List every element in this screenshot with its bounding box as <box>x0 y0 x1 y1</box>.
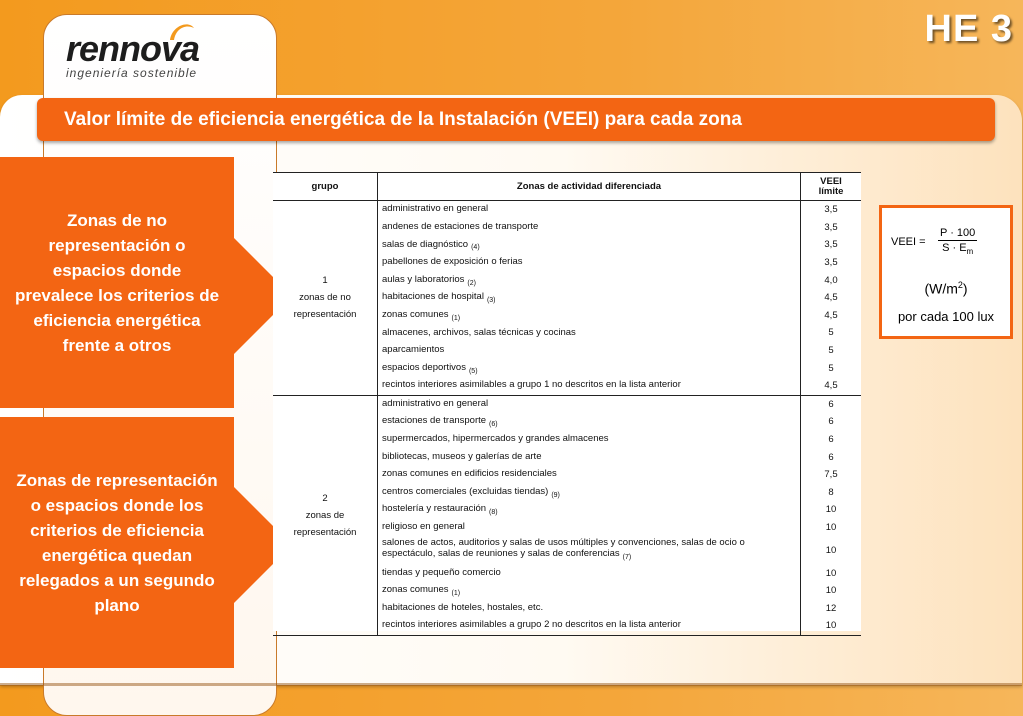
brand-tagline: ingeniería sostenible <box>66 66 198 80</box>
group-label: 2 zonas de representación <box>273 395 378 635</box>
zone-note: (8) <box>489 509 498 517</box>
header-zone: Zonas de actividad diferenciada <box>378 173 801 201</box>
logo-swirl-icon <box>166 18 198 50</box>
veei-value: 4,5 <box>824 292 838 304</box>
zone-cell: religioso en general <box>378 519 801 537</box>
veei-value: 5 <box>828 345 834 357</box>
veei-value: 6 <box>828 416 834 428</box>
veei-formula <box>879 205 1013 339</box>
veei-value: 10 <box>825 544 837 556</box>
veei-value: 10 <box>825 567 837 579</box>
zone-cell: zonas comunes $_{(1)}$ <box>378 582 801 600</box>
footer-divider <box>0 683 1022 686</box>
formula-numerator: P · 100 <box>940 227 976 239</box>
zone-note: (7) <box>622 554 632 562</box>
formula-unit: $(W/m^2)$ <box>924 280 968 297</box>
zone-cell: supermercados, hipermercados y grandes almacenes <box>378 431 801 449</box>
zone-cell: recintos interiores asimilables a grupo 1 no descritos en la lista anterior <box>378 377 801 395</box>
veei-table <box>273 172 861 631</box>
zone-cell: aparcamientos <box>378 342 801 360</box>
group2-description: Zonas de representación o espacios donde los criterios de eficiencia energética quedan relegados a un segundo plano <box>0 417 234 668</box>
zone-cell: aulas y laboratorios $_{(2)}$ <box>378 271 801 289</box>
formula-lhs: VEEI = <box>891 236 926 248</box>
zone-cell: zonas comunes $_{(1)}$ <box>378 307 801 325</box>
veei-value: 6 <box>828 451 834 463</box>
slide-code: HE 3 <box>924 8 1013 50</box>
zone-cell: salas de diagnóstico $_{(4)}$ <box>378 236 801 254</box>
zone-cell: andenes de estaciones de transporte <box>378 219 801 237</box>
veei-value: 7,5 <box>824 469 838 481</box>
zone-note: (2) <box>467 279 476 287</box>
zone-note: (1) <box>451 590 461 598</box>
veei-value: 3,5 <box>824 221 838 233</box>
veei-value: 6 <box>828 434 834 446</box>
veei-value: 5 <box>828 327 834 339</box>
veei-value: 8 <box>828 486 834 498</box>
zone-note: (5) <box>468 367 478 375</box>
veei-value: 3,5 <box>824 204 838 216</box>
zone-note: (4) <box>471 244 480 252</box>
zone-cell: estaciones de transporte $_{(6)}$ <box>378 413 801 431</box>
zone-cell: administrativo en general <box>378 395 801 413</box>
zone-cell: administrativo en general <box>378 201 801 219</box>
veei-value: 4,5 <box>824 309 838 321</box>
veei-value: 3,5 <box>824 257 838 269</box>
zone-cell: espacios deportivos $_{(5)}$ <box>378 359 801 377</box>
veei-value: 12 <box>825 602 837 614</box>
veei-value: 4,0 <box>824 274 838 286</box>
veei-value: 4,5 <box>801 377 862 395</box>
formula-fraction <box>938 227 977 256</box>
zone-cell: tiendas y pequeño comercio <box>378 564 801 582</box>
zone-note: (3) <box>486 297 496 305</box>
table-row <box>273 201 861 219</box>
zone-cell: habitaciones de hospital $_{(3)}$ <box>378 289 801 307</box>
zone-cell: pabellones de exposición o ferias <box>378 254 801 272</box>
page-title: Valor límite de eficiencia energética de la Instalación (VEEI) para cada zona <box>37 98 995 141</box>
formula-note: por cada 100 lux <box>897 309 995 324</box>
header-group: grupo <box>273 173 378 201</box>
zone-note: (9) <box>551 491 560 499</box>
veei-value: 5 <box>828 362 834 374</box>
brand-logo: rennova <box>66 28 200 69</box>
veei-value: 3,5 <box>824 239 838 251</box>
zone-note: (6) <box>489 421 498 429</box>
zone-cell: zonas comunes en edificios residenciales <box>378 466 801 484</box>
zone-cell: almacenes, archivos, salas técnicas y cocinas <box>378 324 801 342</box>
formula-denominator: $S \cdot E_m$ <box>942 242 974 257</box>
zone-cell: centros comerciales (excluidas tiendas) $_{(9)}$ <box>378 484 801 502</box>
veei-value: 10 <box>825 504 837 516</box>
zone-cell: recintos interiores asimilables a grupo 2 no descritos en la lista anterior <box>378 617 801 635</box>
veei-value: 6 <box>828 398 834 410</box>
zone-note: (1) <box>451 314 461 322</box>
veei-value: 10 <box>825 585 837 597</box>
group1-description: Zonas de no representación o espacios donde prevalece los criterios de eficiencia energética frente a otros <box>0 157 234 408</box>
zone-cell: hostelería y restauración $_{(8)}$ <box>378 501 801 519</box>
group-label: 1 zonas de no representación <box>273 201 378 396</box>
veei-value: 10 <box>801 617 862 635</box>
zone-cell: salones de actos, auditorios y salas de usos múltiples y convenciones, salas de ocio o espectáculo, salas de reuniones y salas de conferencias $_{(7)}$ <box>378 536 801 564</box>
formula-denominator-sub: m <box>966 247 974 257</box>
header-veei: VEEI límite <box>801 173 862 201</box>
zone-cell: bibliotecas, museos y galerías de arte <box>378 448 801 466</box>
veei-value: 10 <box>825 521 837 533</box>
table-row <box>273 395 861 413</box>
zone-cell: habitaciones de hoteles, hostales, etc. <box>378 599 801 617</box>
